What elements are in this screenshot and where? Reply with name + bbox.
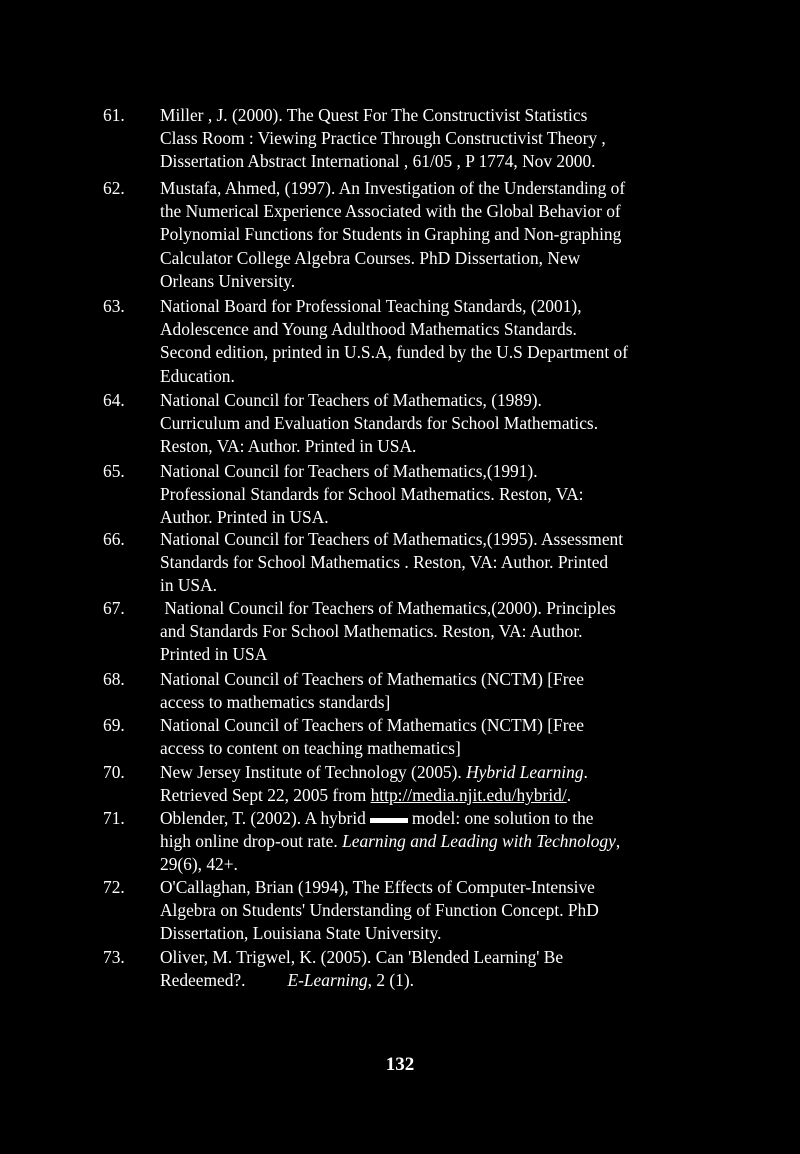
reference-text	[160, 295, 700, 388]
reference-line: Dissertation Abstract International , 61/05 , P 1774, Nov 2000.	[160, 151, 596, 172]
reference-number: 63.	[103, 296, 125, 316]
reference-line	[160, 969, 700, 992]
reference-text	[160, 597, 700, 667]
reference-number: 71.	[103, 808, 125, 828]
reference-number: 70.	[103, 762, 125, 782]
reference-text	[160, 177, 700, 293]
reference-line: Miller , J. (2000). The Quest For The Constructivist Statistics	[160, 105, 588, 125]
reference-line: Printed in USA	[160, 644, 268, 665]
reference-text	[160, 104, 700, 174]
reference-number: 73.	[103, 947, 125, 967]
reference-line: Education.	[160, 365, 235, 386]
reference-line: Reston, VA: Author. Printed in USA.	[160, 436, 417, 457]
reference-segment: .	[566, 785, 572, 806]
reference-line: Adolescence and Young Adulthood Mathematics Standards.	[160, 319, 577, 340]
reference-line: Professional Standards for School Mathematics. Reston, VA:	[160, 484, 584, 505]
reference-number: 69.	[103, 715, 125, 735]
reference-text	[160, 668, 700, 714]
reference-number: 65.	[103, 461, 125, 481]
reference-line: Orleans University.	[160, 270, 296, 291]
reference-line: access to mathematics standards]	[160, 692, 391, 713]
reference-segment: Redeemed?.	[160, 970, 246, 991]
reference-line	[160, 784, 700, 807]
reference-line	[160, 807, 700, 830]
reference-segment: Oblender, T. (2002). A hybrid	[160, 808, 366, 828]
reference-journal: Learning and Leading with Technology	[342, 831, 616, 852]
reference-line: Calculator College Algebra Courses. PhD Dissertation, New	[160, 247, 581, 268]
reference-line: National Council for Teachers of Mathematics,(1995). Assessment	[160, 529, 624, 549]
reference-line: the Numerical Experience Associated with the Global Behavior of	[160, 201, 621, 222]
reference-text	[160, 946, 700, 992]
reference-number: 62.	[103, 178, 125, 198]
reference-line: National Council for Teachers of Mathematics,(2000). Principles	[160, 598, 616, 618]
redaction-bar	[370, 818, 408, 823]
reference-text	[160, 528, 700, 598]
reference-line: National Council of Teachers of Mathematics (NCTM) [Free	[160, 669, 584, 689]
reference-segment: Retrieved Sept 22, 2005 from	[160, 785, 371, 806]
reference-segment: high online drop-out rate.	[160, 831, 343, 852]
reference-number: 66.	[103, 529, 125, 549]
reference-line: Dissertation, Louisiana State University.	[160, 923, 442, 944]
reference-line: O'Callaghan, Brian (1994), The Effects of Computer-Intensive	[160, 877, 595, 897]
reference-text	[160, 761, 700, 807]
reference-line: National Council for Teachers of Mathematics,(1991).	[160, 461, 538, 481]
reference-url-link[interactable]: http://media.njit.edu/hybrid/	[370, 785, 567, 806]
reference-text	[160, 714, 700, 760]
reference-line: Author. Printed in USA.	[160, 507, 329, 528]
reference-number: 68.	[103, 669, 125, 689]
reference-number: 67.	[103, 598, 125, 618]
reference-line	[160, 761, 700, 784]
reference-number: 72.	[103, 877, 125, 897]
reference-line: and Standards For School Mathematics. Reston, VA: Author.	[160, 621, 583, 642]
reference-line: Algebra on Students' Understanding of Function Concept. PhD	[160, 900, 599, 921]
reference-text	[160, 389, 700, 459]
reference-text	[160, 876, 700, 946]
reference-line: access to content on teaching mathematics]	[160, 738, 461, 759]
reference-line: Mustafa, Ahmed, (1997). An Investigation of the Understanding of	[160, 178, 626, 198]
reference-line: Class Room : Viewing Practice Through Constructivist Theory ,	[160, 128, 606, 149]
reference-line: National Board for Professional Teaching Standards, (2001),	[160, 296, 582, 316]
reference-title: Hybrid Learning	[466, 762, 584, 782]
reference-line: Polynomial Functions for Students in Graphing and Non-graphing	[160, 224, 622, 245]
reference-segment: ,	[615, 831, 621, 852]
reference-segment: model: one solution to the	[411, 808, 594, 828]
reference-line: in USA.	[160, 575, 218, 596]
reference-text	[160, 807, 700, 877]
reference-number: 64.	[103, 390, 125, 410]
reference-segment: .	[583, 762, 588, 782]
reference-line: National Council of Teachers of Mathematics (NCTM) [Free	[160, 715, 584, 735]
reference-segment: , 2 (1).	[367, 970, 415, 991]
reference-line: Curriculum and Evaluation Standards for School Mathematics.	[160, 413, 599, 434]
reference-line: Second edition, printed in U.S.A, funded by the U.S Department of	[160, 342, 629, 363]
reference-journal: E-Learning	[287, 970, 368, 991]
reference-line	[160, 830, 700, 853]
reference-text	[160, 460, 700, 530]
reference-line: Standards for School Mathematics . Reston, VA: Author. Printed	[160, 552, 609, 573]
reference-number: 61.	[103, 105, 125, 125]
reference-line: Oliver, M. Trigwel, K. (2005). Can 'Blended Learning' Be	[160, 947, 564, 967]
reference-segment: New Jersey Institute of Technology (2005).	[160, 762, 467, 782]
reference-line: National Council for Teachers of Mathematics, (1989).	[160, 390, 542, 410]
reference-line: 29(6), 42+.	[160, 854, 238, 875]
page-number: 132	[385, 1054, 415, 1075]
